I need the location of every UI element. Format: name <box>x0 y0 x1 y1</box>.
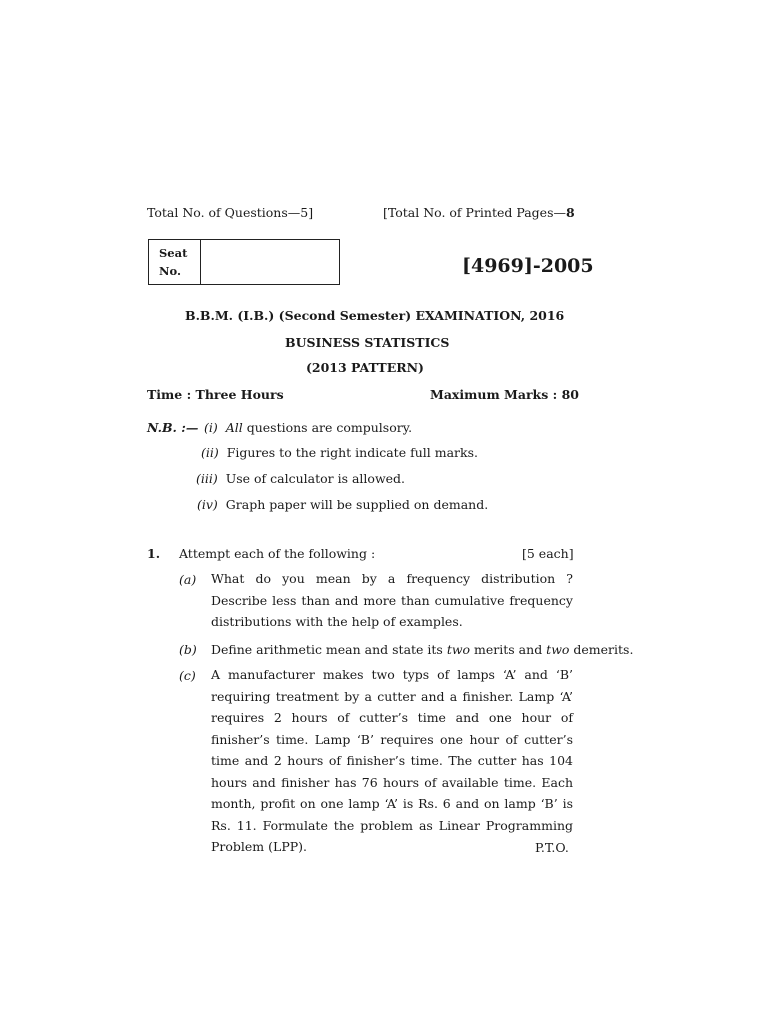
nb-item-text: Graph paper will be supplied on demand. <box>225 497 489 512</box>
nb-item-emphasis: All <box>225 420 243 435</box>
seat-number-box[interactable] <box>148 239 340 285</box>
nb-item-number: (ii) <box>201 445 219 460</box>
part-a-label: (a) <box>179 572 197 587</box>
total-pages <box>383 205 575 220</box>
maximum-marks: Maximum Marks : 80 <box>430 387 579 402</box>
nb-item-text: Use of calculator is allowed. <box>225 471 406 486</box>
question-number: 1. <box>147 546 161 561</box>
nb-item-text: questions are compulsory. <box>242 420 413 435</box>
total-pages-prefix: [Total No. of Printed Pages— <box>383 205 566 220</box>
nb-item-number: (i) <box>204 420 218 435</box>
seat-label-line1: Seat <box>159 246 188 260</box>
time-label: Time : Three Hours <box>147 387 284 402</box>
subject-title: BUSINESS STATISTICS <box>285 335 450 350</box>
part-a-text: What do you mean by a frequency distribution ? Describe less than and more than cumulative frequency distributions with the help of examples. <box>211 571 573 629</box>
total-pages-number: 8 <box>565 205 575 220</box>
seat-label <box>149 240 201 284</box>
nb-label: N.B. :— <box>147 420 199 435</box>
part-b-text-before: Define arithmetic mean and state its <box>211 642 447 657</box>
part-c-label: (c) <box>179 668 196 683</box>
question-instruction: Attempt each of the following : <box>179 546 376 561</box>
part-b-emphasis-1: two <box>446 642 471 657</box>
paper-code: [4969]-2005 <box>462 255 594 277</box>
seat-label-line2: No. <box>159 264 181 278</box>
nb-item-3 <box>196 471 405 486</box>
part-b-emphasis-2: two <box>546 642 570 657</box>
nb-item-text: Figures to the right indicate full marks. <box>226 445 478 460</box>
part-c-text: A manufacturer makes two typs of lamps ‘A’ and ‘B’ requiring treatment by a cutter and a finisher. Lamp ‘A’ requires 2 hours of cutter’s time and one hour of finisher’s time. Lamp ‘B’ requires one hour of cutter’s time and 2 hours of finisher’s time. The cutter has 104 hours and finisher has 76 hours of available time. Each month, profit on one lamp ‘A’ is Rs. 6 and on lamp ‘B’ is Rs. 11. Formulate the problem as Linear Programming Problem (LPP). <box>211 667 573 854</box>
nb-item-1 <box>204 420 412 435</box>
part-b-label: (b) <box>179 642 197 657</box>
pattern-label: (2013 PATTERN) <box>306 360 424 375</box>
part-b-text <box>211 642 634 657</box>
part-b-text-after: demerits. <box>569 642 634 657</box>
total-questions: Total No. of Questions—5] <box>147 205 314 220</box>
nb-item-4 <box>197 497 488 512</box>
exam-title: B.B.M. (I.B.) (Second Semester) EXAMINATION, 2016 <box>185 308 565 323</box>
nb-item-number: (iv) <box>197 497 218 512</box>
pto-label: P.T.O. <box>535 840 569 855</box>
nb-item-2 <box>201 445 478 460</box>
nb-item-number: (iii) <box>196 471 218 486</box>
part-b-text-mid: merits and <box>470 642 547 657</box>
question-marks: [5 each] <box>522 546 574 561</box>
